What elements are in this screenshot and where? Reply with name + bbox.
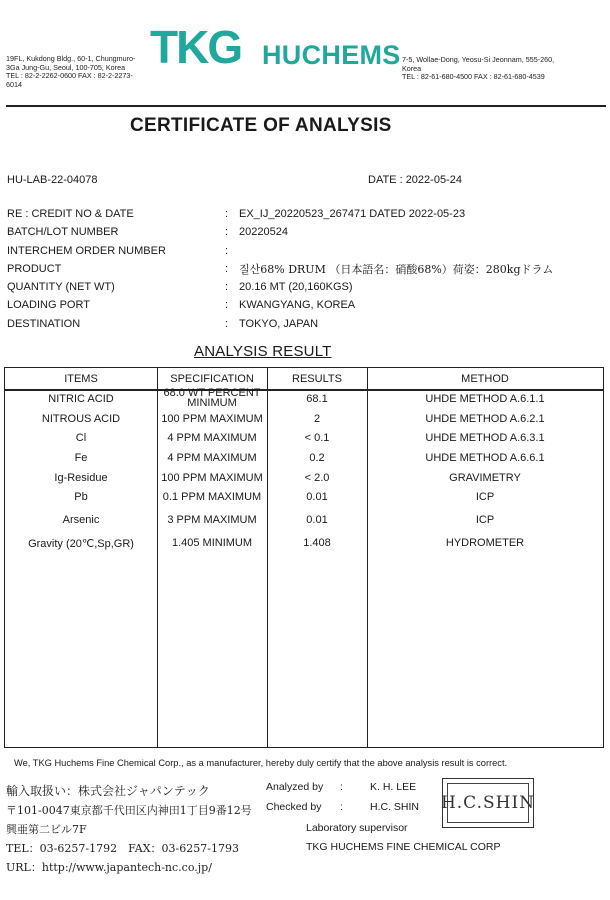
right-address-line: TEL : 82-61-680-4500 FAX : 82-61-680-4539 [402, 72, 545, 82]
result-cell: 0.2 [309, 452, 325, 464]
analyzed-by-colon: : [340, 781, 343, 793]
column-header-results: RESULTS [292, 373, 342, 385]
method-cell: UHDE METHOD A.6.2.1 [425, 413, 545, 425]
info-value: 20220524 [239, 226, 288, 238]
result-cell: 2 [313, 413, 321, 425]
item-cell: Arsenic [62, 514, 100, 526]
info-label: RE : CREDIT NO & DATE [7, 208, 134, 220]
left-address [6, 55, 156, 89]
document-date: DATE : 2022-05-24 [368, 174, 462, 186]
analysis-table [4, 367, 604, 748]
spec-cell: 3 PPM MAXIMUM [167, 514, 257, 526]
info-label: INTERCHEM ORDER NUMBER [7, 245, 166, 257]
spec-cell: 4 PPM MAXIMUM [167, 452, 257, 464]
certification-statement: We, TKG Huchems Fine Chemical Corp., as a manufacturer, hereby duly certify that the above analysis result is correct. [14, 758, 508, 768]
importer-line: 輸入取扱い：株式会社ジャパンテック [6, 784, 210, 798]
left-address-line: TEL : 82-2-2262-0600 FAX : 82-2-2273- [6, 71, 133, 81]
checked-by-colon: : [340, 801, 343, 813]
analyzed-by-name: K. H. LEE [370, 781, 417, 793]
header-divider-line [5, 389, 603, 391]
info-label: DESTINATION [7, 318, 81, 330]
info-value: 20.16 MT (20,160KGS) [239, 281, 353, 293]
checked-by-label: Checked by [266, 801, 322, 813]
method-cell: HYDROMETER [445, 537, 525, 549]
page-title: CERTIFICATE OF ANALYSIS [130, 115, 392, 136]
checked-by-name: H.C. SHIN [370, 801, 420, 813]
spec-cell: 0.1 PPM MAXIMUM [162, 491, 262, 503]
info-colon: : [225, 281, 229, 293]
info-label: LOADING PORT [7, 299, 90, 311]
item-cell: Gravity (20℃,Sp,GR) [28, 538, 134, 550]
info-label: BATCH/LOT NUMBER [7, 226, 119, 238]
supervisor-role: Laboratory supervisor [306, 822, 408, 834]
method-cell: GRAVIMETRY [449, 472, 521, 484]
header-divider [6, 105, 606, 107]
result-cell: < 0.1 [304, 432, 330, 444]
info-colon: : [225, 208, 229, 220]
item-cell: Pb [74, 491, 88, 503]
left-address-line: 19FL, Kukdong Bldg., 60-1, Chungmuro- [6, 54, 136, 63]
info-colon: : [225, 299, 229, 311]
spec-cell: 100 PPM MAXIMUM [161, 413, 263, 425]
method-cell: UHDE METHOD A.6.3.1 [425, 432, 545, 444]
importer-line: TEL：03-6257-1792 FAX：03-6257-1793 [6, 842, 239, 855]
info-value: TOKYO, JAPAN [239, 318, 319, 330]
result-cell: 0.01 [306, 491, 328, 503]
logo-huchems: HUCHEMS [262, 40, 401, 70]
item-cell: NITROUS ACID [41, 413, 121, 425]
right-address [402, 56, 602, 82]
result-cell: 0.01 [306, 514, 328, 526]
method-cell: ICP [475, 514, 495, 526]
info-label: QUANTITY (NET WT) [7, 281, 115, 293]
spec-cell: 1.405 MINIMUM [171, 537, 253, 549]
result-cell: 68.1 [306, 393, 328, 405]
spec-cell [157, 388, 267, 408]
item-cell: Fe [74, 452, 88, 464]
method-cell: UHDE METHOD A.6.6.1 [425, 452, 545, 464]
right-address-line: 7-5, Wollae-Dong, Yeosu-Si Jeonnam, 555-260, [402, 55, 555, 64]
right-address-line: Korea [402, 63, 422, 73]
info-value: KWANGYANG, KOREA [239, 299, 356, 311]
column-header-items: ITEMS [64, 373, 98, 385]
spec-text: 68.0 WT PERCENT MINIMUM [163, 387, 261, 409]
item-cell: Cl [75, 432, 87, 444]
analysis-result-title: ANALYSIS RESULT [194, 343, 332, 360]
info-colon: : [225, 226, 229, 238]
stamp-text: H.C.SHIN [447, 783, 529, 823]
column-header-method: METHOD [461, 373, 509, 385]
importer-info [6, 782, 296, 877]
document-number: HU-LAB-22-04078 [7, 174, 98, 186]
company-name: TKG HUCHEMS FINE CHEMICAL CORP [306, 841, 501, 853]
info-colon: : [225, 263, 229, 275]
info-label: PRODUCT [7, 263, 62, 275]
logo-tkg: TKG [150, 21, 242, 73]
importer-line: 興亜第二ビル7F [6, 823, 87, 836]
method-cell: UHDE METHOD A.6.1.1 [425, 393, 545, 405]
result-cell: < 2.0 [304, 472, 330, 484]
info-value: 질산68% DRUM （日本語名：硝酸68%）荷姿：280kgドラム [239, 263, 554, 276]
spec-cell: 100 PPM MAXIMUM [161, 472, 263, 484]
info-colon: : [225, 318, 229, 330]
result-cell: 1.408 [303, 537, 331, 549]
item-cell: NITRIC ACID [48, 393, 114, 405]
analyzed-by-label: Analyzed by [266, 781, 324, 793]
method-cell: ICP [475, 491, 495, 503]
importer-line: URL：http://www.japantech-nc.co.jp/ [6, 861, 212, 874]
info-value: EX_IJ_20220523_267471 DATED 2022-05-23 [239, 208, 466, 220]
spec-cell: 4 PPM MAXIMUM [167, 432, 257, 444]
info-colon: : [225, 245, 229, 257]
column-header-specification: SPECIFICATION [170, 373, 254, 385]
signature-stamp [442, 778, 534, 828]
left-address-line: 3Ga Jung-Gu, Seoul, 100-705, Korea [6, 62, 126, 72]
importer-line: 〒101-0047東京都千代田区内神田1丁目9番12号 [6, 804, 252, 817]
left-address-line: 6014 [6, 79, 22, 89]
item-cell: Ig-Residue [54, 472, 108, 484]
